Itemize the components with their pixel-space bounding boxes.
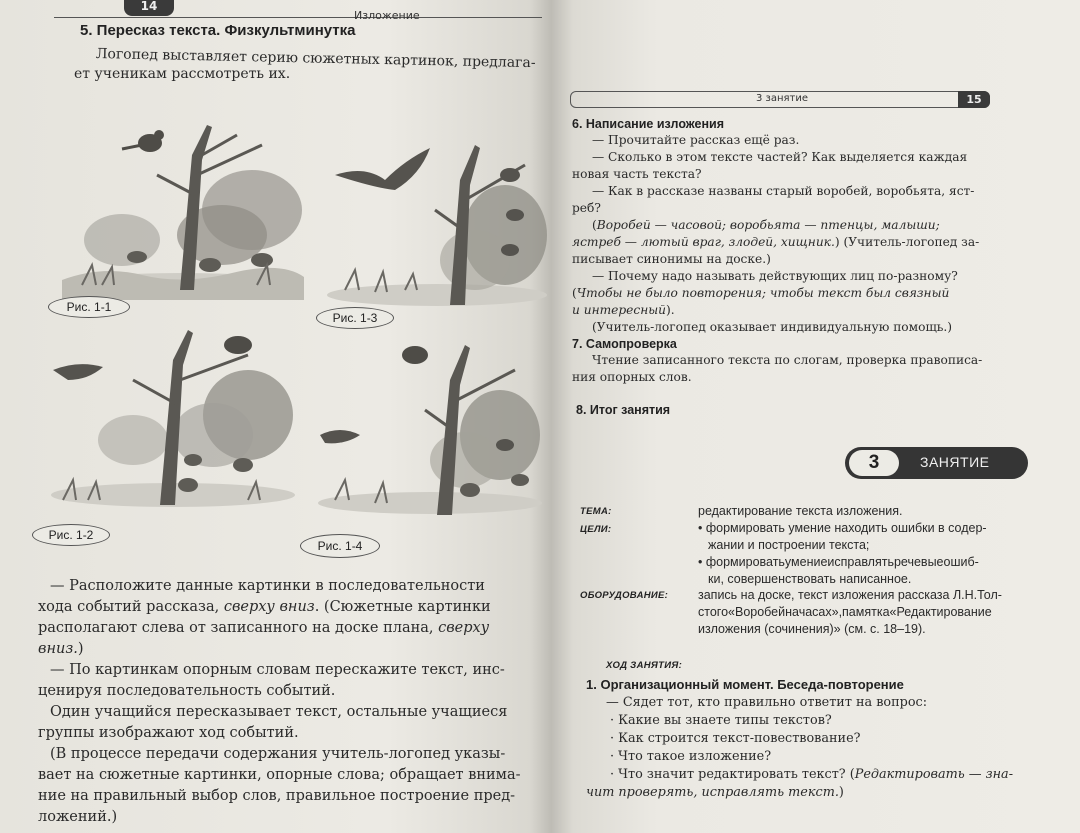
picture-1-4 bbox=[315, 335, 545, 517]
body-line: · Какие вы знаете типы текстов? bbox=[610, 713, 832, 728]
body-line: писывает синонимы на доске.) bbox=[572, 252, 771, 266]
caption-pic-1-3: Рис. 1-3 bbox=[316, 307, 394, 329]
left-page-number: 14 bbox=[124, 0, 174, 16]
lesson-number: 3 bbox=[849, 450, 899, 476]
body-line: (Чтобы не было повторения; чтобы текст был связный bbox=[572, 286, 950, 300]
body-line: (Учитель-логопед оказывает индивидуальную помощь.) bbox=[592, 320, 953, 334]
progress-label: ХОД ЗАНЯТИЯ: bbox=[606, 660, 683, 671]
left-body-text bbox=[38, 576, 538, 828]
intro-line-2: ет ученикам рассмотреть их. bbox=[74, 66, 291, 82]
picture-1-1 bbox=[62, 115, 304, 300]
body-line: — Почему надо называть действующих лиц по-разному? bbox=[592, 269, 958, 283]
section-6-title: 6. Написание изложения bbox=[572, 117, 724, 131]
body-line: ложений.) bbox=[38, 809, 118, 825]
right-page-number: 15 bbox=[958, 91, 990, 108]
equipment-line: запись на доске, текст изложения рассказа Л.Н.Тол- bbox=[698, 588, 1002, 602]
body-line: и интересный). bbox=[572, 303, 675, 317]
topic-text: редактирование текста изложения. bbox=[698, 504, 903, 518]
goal-line: • формироватьумениеисправлятьречевыеошиб- bbox=[698, 555, 979, 569]
right-running-head: 3 занятие bbox=[756, 93, 809, 104]
body-line: новая часть текста? bbox=[572, 167, 702, 181]
body-line: — Расположите данные картинки в последовательности bbox=[50, 578, 485, 594]
picture-1-2 bbox=[48, 325, 298, 510]
body-line: реб? bbox=[572, 201, 601, 215]
caption-pic-1-4: Рис. 1-4 bbox=[300, 534, 380, 558]
body-line: ценируя последовательность событий. bbox=[38, 683, 336, 699]
body-line: хода событий рассказа, сверху вниз. (Сюжетные картинки bbox=[38, 599, 491, 615]
intro-line-1: Логопед выставляет серию сюжетных картинок, предлага- bbox=[95, 45, 536, 72]
section-7-title: 7. Самопроверка bbox=[572, 337, 677, 351]
body-line: — Сколько в этом тексте частей? Как выделяется каждая bbox=[592, 150, 968, 164]
picture-1-3 bbox=[325, 140, 550, 308]
body-line: · Что значит редактировать текст? (Редактировать — зна- bbox=[610, 767, 1014, 782]
caption-pic-1-2: Рис. 1-2 bbox=[32, 524, 110, 546]
body-line: — По картинкам опорным словам перескажите текст, инс- bbox=[50, 662, 505, 678]
topic-label: ТЕМА: bbox=[580, 506, 612, 517]
lesson-word: ЗАНЯТИЕ bbox=[920, 454, 990, 470]
body-line: ния опорных слов. bbox=[572, 370, 692, 384]
section-5-title: 5. Пересказ текста. Физкультминутка bbox=[80, 22, 356, 39]
body-line: Чтение записанного текста по слогам, проверка правописа- bbox=[592, 353, 983, 367]
body-line: располагают слева от записанного на доске плана, сверху bbox=[38, 620, 490, 636]
goals-label: ЦЕЛИ: bbox=[580, 524, 612, 535]
section-8-title: 8. Итог занятия bbox=[576, 403, 671, 417]
goal-line: • формировать умение находить ошибки в содер- bbox=[698, 521, 987, 535]
body-line: ястреб — лютый враг, злодей, хищник.) (Учитель-логопед за- bbox=[572, 235, 980, 249]
body-line: ние на правильный выбор слов, правильное построение пред- bbox=[38, 788, 516, 804]
lesson-badge bbox=[845, 447, 1028, 479]
body-line: (В процессе передачи содержания учитель-логопед указы- bbox=[50, 746, 506, 762]
right-page-header bbox=[570, 91, 990, 108]
equipment-text bbox=[698, 587, 1038, 638]
section-1-title: 1. Организационный момент. Беседа-повторение bbox=[586, 677, 904, 692]
goal-line: ки, совершенствовать написанное. bbox=[708, 572, 912, 586]
body-line: · Как строится текст-повествование? bbox=[610, 731, 861, 746]
body-line: вает на сюжетные картинки, опорные слова; обращает внима- bbox=[38, 767, 521, 783]
equipment-line: стого«Воробейначасах»,памятка«Редактирование bbox=[698, 605, 992, 619]
body-line: — Сядет тот, кто правильно ответит на вопрос: bbox=[606, 695, 928, 710]
body-line: · Что такое изложение? bbox=[610, 749, 772, 764]
section-1-text bbox=[586, 694, 1026, 802]
goal-line: жании и построении текста; bbox=[708, 538, 870, 552]
left-page-header bbox=[54, 0, 542, 22]
body-line: чит проверять, исправлять текст.) bbox=[586, 785, 844, 800]
body-line: Один учащийся пересказывает текст, остальные учащиеся bbox=[50, 704, 508, 720]
section-7-text bbox=[572, 352, 1002, 386]
body-line: вниз.) bbox=[38, 641, 84, 657]
caption-pic-1-1: Рис. 1-1 bbox=[48, 296, 130, 318]
body-line: — Как в рассказе названы старый воробей, воробьята, яст- bbox=[592, 184, 975, 198]
equipment-label: ОБОРУДОВАНИЕ: bbox=[580, 590, 669, 601]
left-running-head: Изложение bbox=[354, 9, 420, 22]
goals-text bbox=[698, 520, 1038, 588]
equipment-line: изложения (сочинения)» (см. с. 18–19). bbox=[698, 622, 926, 636]
section-6-text bbox=[572, 132, 1002, 336]
body-line: (Воробей — часовой; воробьята — птенцы, малыши; bbox=[592, 218, 940, 232]
body-line: группы изображают ход событий. bbox=[38, 725, 299, 741]
body-line: — Прочитайте рассказ ещё раз. bbox=[592, 133, 800, 147]
